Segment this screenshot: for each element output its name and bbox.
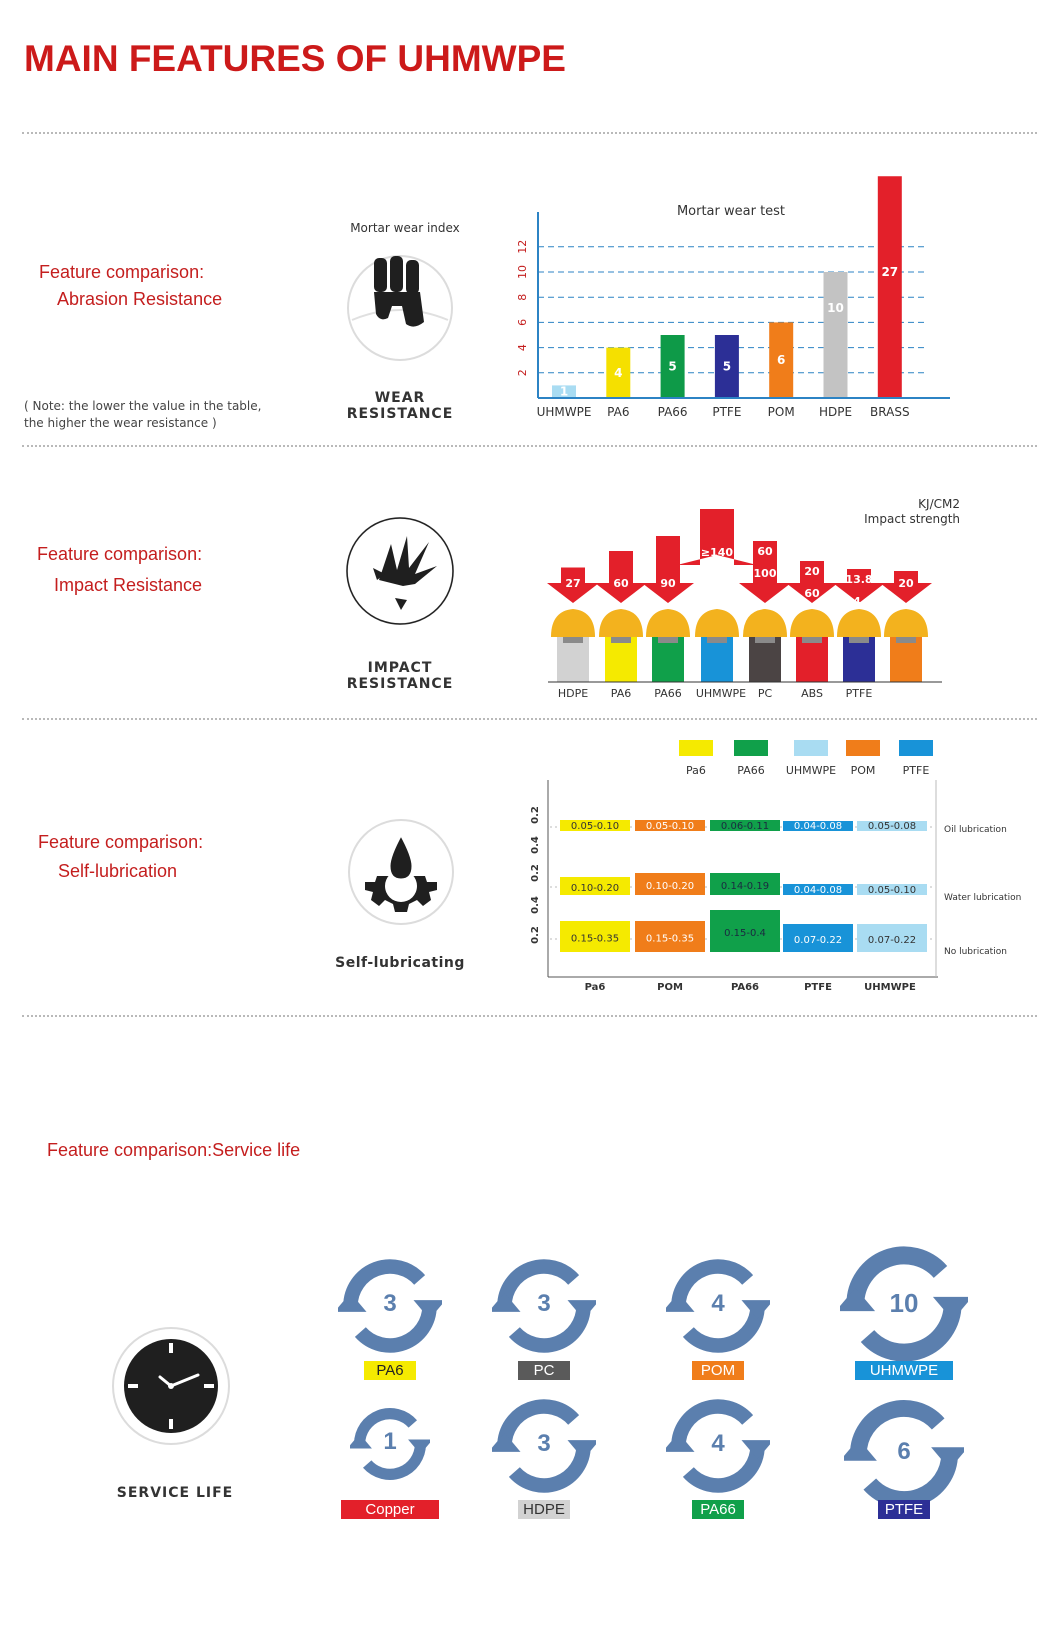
service-life-value: 4: [711, 1430, 725, 1457]
wear-x-tick: HDPE: [818, 405, 853, 419]
lub-x-tick: PTFE: [804, 982, 832, 993]
impact-caption-line1: IMPACT: [367, 660, 433, 676]
impact-x-tick: PTFE: [845, 687, 873, 700]
wear-value-label: 4: [614, 365, 623, 380]
wear-value-label: 5: [668, 359, 677, 374]
lub-series-label: Water lubrication: [944, 893, 1022, 903]
lub-legend-label: PTFE: [902, 764, 930, 777]
page-title: MAIN FEATURES OF UHMWPE: [24, 38, 566, 79]
impact-arrow-label: 100: [753, 567, 777, 580]
lub-y-tick: 0.4: [530, 836, 541, 854]
impact-x-tick: UHMWPE: [695, 687, 747, 700]
service-life-value: 3: [383, 1290, 397, 1317]
service-material-label: PA6: [364, 1361, 416, 1380]
wear-x-tick: BRASS: [870, 405, 910, 419]
lub-x-tick: Pa6: [584, 982, 606, 993]
wear-y-tick: 2: [516, 369, 529, 377]
wear-y-tick: 8: [516, 293, 529, 301]
wear-x-tick: POM: [767, 405, 795, 419]
lub-y-tick: 0.2: [530, 926, 541, 944]
lub-value-label: 0.07-0.22: [867, 935, 917, 946]
lub-value-label: 0.04-0.08: [793, 885, 843, 896]
lub-x-tick: POM: [657, 982, 683, 993]
lub-value-label: 0.06-0.11: [720, 821, 770, 832]
impact-x-tick: PC: [757, 687, 773, 700]
service-material-label: UHMWPE: [855, 1361, 953, 1380]
lub-series-label: Oil lubrication: [944, 825, 1007, 835]
lub-x-tick: UHMWPE: [864, 982, 916, 993]
wear-value-label: 27: [881, 265, 899, 280]
impact-feature-line1: Feature comparison:: [37, 544, 203, 564]
abrasion-feature-line1: Feature comparison:: [39, 262, 205, 282]
lub-y-tick: 0.2: [530, 806, 541, 824]
impact-arrow-label: ≥140: [700, 546, 734, 559]
lub-value-label: 0.10-0.20: [645, 881, 695, 892]
lub-y-tick: 0.4: [530, 896, 541, 914]
wear-value-label: 5: [722, 359, 732, 374]
wear-y-tick: 4: [516, 344, 529, 352]
wear-y-tick: 6: [516, 318, 529, 326]
lub-value-label: 0.05-0.08: [867, 821, 917, 832]
service-material-label: POM: [692, 1361, 744, 1380]
wear-x-tick: UHMWPE: [536, 405, 592, 419]
wear-value-label: 6: [777, 353, 786, 368]
wear-x-tick: PTFE: [712, 405, 742, 419]
impact-arrow-label: 20: [804, 565, 820, 578]
impact-arrow-label: 20: [898, 577, 914, 590]
lub-series-label: No lubrication: [944, 947, 1007, 957]
service-material-label: HDPE: [518, 1500, 570, 1519]
lub-legend-label: PA66: [737, 764, 765, 777]
lubrication-feature-line2: Self-lubrication: [58, 861, 178, 881]
wear-y-tick: 12: [516, 239, 529, 254]
wear-chart-title: Mortar wear test: [676, 204, 786, 219]
impact-arrow-label: 60: [757, 545, 773, 558]
impact-x-tick: PA6: [610, 687, 632, 700]
lub-value-label: 0.15-0.4: [724, 928, 766, 939]
service-caption: SERVICE LIFE: [116, 1485, 234, 1501]
service-life-value: 6: [897, 1438, 911, 1465]
lub-value-label: 0.15-0.35: [570, 933, 620, 945]
impact-caption-line2: RESISTANCE: [346, 676, 454, 692]
lub-x-tick: PA66: [730, 982, 760, 993]
wear-caption-line1: WEAR: [374, 390, 426, 406]
wear-x-tick: PA66: [657, 405, 688, 419]
lub-value-label: 0.07-0.22: [793, 935, 843, 946]
service-material-label: PC: [518, 1361, 570, 1380]
lub-value-label: 0.05-0.10: [570, 821, 620, 832]
wear-y-tick: 10: [516, 265, 529, 279]
lub-value-label: 0.05-0.10: [645, 821, 695, 832]
service-life-value: 4: [711, 1290, 725, 1317]
lubrication-caption: Self-lubricating: [335, 955, 465, 971]
wear-x-tick: PA6: [607, 405, 630, 419]
impact-arrow-label: 13.8: [845, 573, 873, 586]
lub-legend-label: UHMWPE: [785, 764, 837, 777]
abrasion-note-line2: the higher the wear resistance ): [24, 416, 217, 430]
lubrication-feature-line1: Feature comparison:: [38, 832, 204, 852]
lub-legend-label: POM: [850, 764, 876, 777]
service-life-value: 3: [537, 1290, 551, 1317]
service-life-value: 1: [383, 1428, 397, 1455]
impact-arrow-label: 60: [613, 577, 629, 590]
impact-x-tick: HDPE: [557, 687, 589, 700]
service-feature-line: Feature comparison:Service life: [47, 1140, 301, 1160]
impact-arrow-label: 60: [804, 587, 820, 600]
impact-x-tick: PA66: [654, 687, 682, 700]
service-material-label: PTFE: [878, 1500, 930, 1519]
impact-feature-line2: Impact Resistance: [54, 575, 203, 595]
service-life-value: 10: [889, 1288, 919, 1318]
wear-value-label: 1: [559, 384, 569, 399]
abrasion-note-line1: ( Note: the lower the value in the table,: [24, 399, 262, 413]
lub-value-label: 0.14-0.19: [720, 881, 770, 892]
lub-value-label: 0.15-0.35: [645, 933, 695, 945]
wear-index-label: Mortar wear index: [350, 221, 460, 235]
impact-arrow-label: 27: [565, 577, 581, 590]
abrasion-feature-line2: Abrasion Resistance: [57, 289, 223, 309]
lub-value-label: 0.04-0.08: [793, 821, 843, 832]
impact-chart-title: Impact strength: [864, 512, 960, 526]
service-material-label: PA66: [692, 1500, 744, 1519]
impact-arrow-label: 90: [660, 577, 676, 590]
lub-legend-label: Pa6: [686, 764, 706, 777]
lub-value-label: 0.10-0.20: [570, 883, 620, 894]
impact-arrow-label: 34.4: [845, 595, 873, 608]
service-life-value: 3: [537, 1430, 551, 1457]
wear-caption-line2: RESISTANCE: [346, 406, 454, 422]
lub-value-label: 0.05-0.10: [867, 885, 917, 896]
impact-x-tick: ABS: [801, 687, 823, 700]
service-material-label: Copper: [341, 1500, 439, 1519]
impact-unit-label: KJ/CM2: [918, 497, 960, 511]
wear-value-label: 10: [827, 301, 844, 315]
lub-y-tick: 0.2: [530, 864, 541, 882]
